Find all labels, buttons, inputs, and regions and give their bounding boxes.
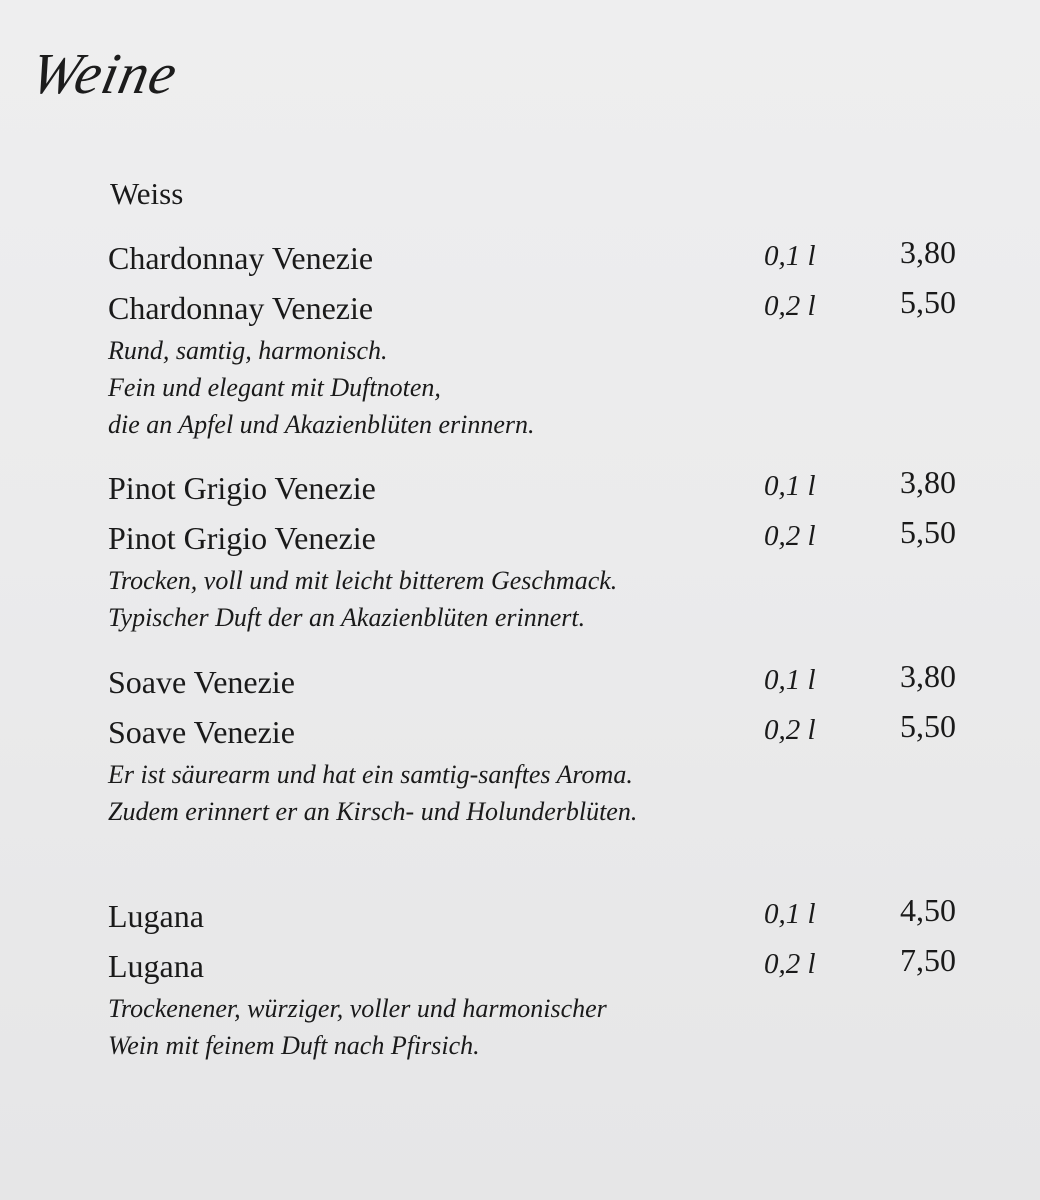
wine-size: 0,2 l — [764, 290, 816, 322]
section-heading: Weiss — [110, 176, 184, 211]
description-line: Trocken, voll und mit leicht bitterem Geschmack. — [108, 566, 618, 595]
wine-size: 0,1 l — [764, 240, 816, 272]
wine-row — [108, 708, 988, 764]
wine-price: 5,50 — [900, 284, 956, 320]
page-title: Weine — [25, 41, 184, 106]
description-line: Fein und elegant mit Duftnoten, — [108, 373, 441, 402]
wine-group — [108, 892, 988, 1064]
wine-row — [108, 514, 988, 570]
wine-name: Pinot Grigio Venezie — [108, 470, 376, 506]
wine-row — [108, 892, 988, 948]
wine-size: 0,1 l — [764, 664, 816, 696]
wine-name: Lugana — [108, 948, 204, 984]
wine-name: Soave Venezie — [108, 664, 295, 700]
wine-description — [108, 332, 988, 443]
wine-name: Chardonnay Venezie — [108, 240, 374, 276]
wine-price: 3,80 — [900, 234, 956, 270]
wine-row — [108, 464, 988, 520]
wine-description — [108, 756, 988, 830]
wine-size: 0,1 l — [764, 470, 816, 502]
wine-size: 0,1 l — [764, 898, 816, 930]
wine-description — [108, 562, 988, 636]
wine-group — [108, 464, 988, 636]
wine-name: Lugana — [108, 898, 204, 934]
wine-price: 3,80 — [900, 658, 956, 694]
description-line: Rund, samtig, harmonisch. — [108, 336, 388, 365]
wine-size: 0,2 l — [764, 520, 816, 552]
wine-row — [108, 284, 988, 340]
wine-group — [108, 658, 988, 830]
wine-price: 3,80 — [900, 464, 956, 500]
wine-price: 5,50 — [900, 708, 956, 744]
wine-row — [108, 234, 988, 290]
wine-description — [108, 990, 988, 1064]
description-line: Wein mit feinem Duft nach Pfirsich. — [108, 1031, 480, 1060]
wine-size: 0,2 l — [764, 714, 816, 746]
description-line: Typischer Duft der an Akazienblüten erinnert. — [108, 603, 586, 632]
wine-name: Chardonnay Venezie — [108, 290, 374, 326]
wine-name: Pinot Grigio Venezie — [108, 520, 376, 556]
description-line: Er ist säurearm und hat ein samtig-sanftes Aroma. — [108, 760, 633, 789]
wine-price: 4,50 — [900, 892, 956, 928]
wine-name: Soave Venezie — [108, 714, 295, 750]
wine-group — [108, 234, 988, 443]
description-line: Zudem erinnert er an Kirsch- und Holunderblüten. — [108, 797, 638, 826]
wine-size: 0,2 l — [764, 948, 816, 980]
wine-row — [108, 942, 988, 998]
wine-row — [108, 658, 988, 714]
wine-price: 7,50 — [900, 942, 956, 978]
description-line: Trockenener, würziger, voller und harmonischer — [108, 994, 607, 1023]
description-line: die an Apfel und Akazienblüten erinnern. — [108, 410, 535, 439]
wine-price: 5,50 — [900, 514, 956, 550]
